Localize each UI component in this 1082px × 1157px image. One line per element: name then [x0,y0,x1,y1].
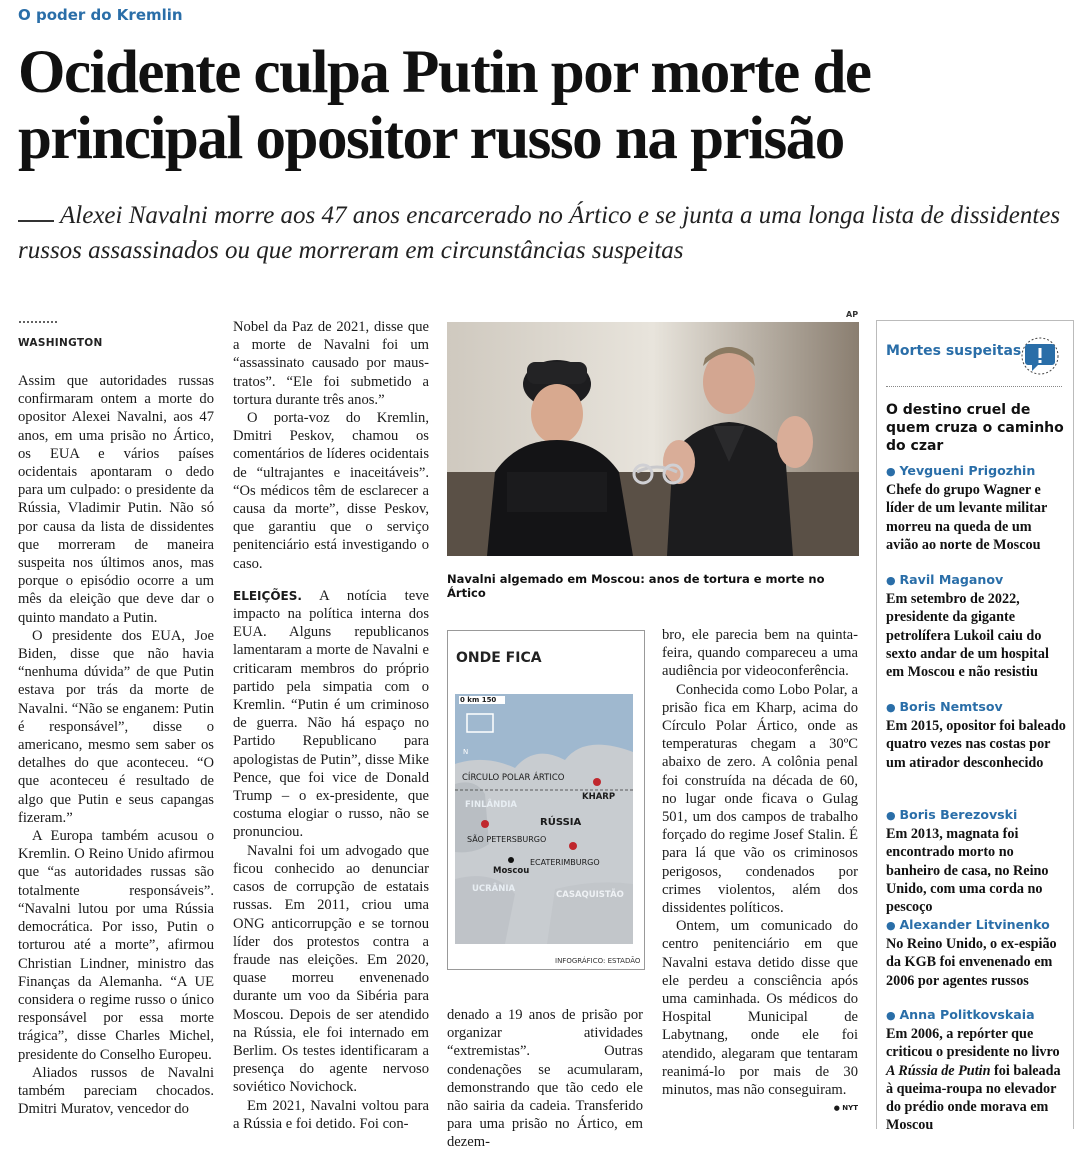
map-label: FINLÂNDIA [465,800,517,810]
paragraph: Aliados russos de Navalni também pareciam chocados. Dmitri Muratov, vencedor do [18,1064,214,1118]
entry-name: ● Boris Nemtsov [886,698,1066,717]
section-kicker: O poder do Kremlin [18,6,183,24]
entry-text: Chefe do grupo Wagner e líder de um levante militar morreu na queda de um avião ao norte de Moscou [886,482,1048,553]
map-label: CASAQUISTÃO [556,890,624,900]
map-label: KHARP [582,792,616,802]
map-label: ECATERIMBURGO [530,858,600,867]
sidebar-divider [886,386,1062,387]
entry-text: Em 2006, a repórter que criticou o presidente no livro [886,1026,1060,1061]
subhead: Alexei Navalni morre aos 47 anos encarcerado no Ártico e se junta a uma longa lista de dissidentes russos assassinados ou que morreram em circunstâncias suspeitas [18,202,1061,264]
map-title: ONDE FICA [456,650,542,666]
paragraph: Navalni foi um advogado que ficou conhecido ao denunciar casos de corrupção de estatais russas. Em 2011, criou uma ONG anticorrupção e se tornou líder dos protestos contra a fraude nas eleições. Em 2020, quase morreu envenenado durante um voo da Sibéria para Moscou. Depois de ser atendido na Rússia, ele foi internado em Berlim. Os testes identificaram a presença do agente nervoso soviético Novichock. [233,842,429,1096]
map-label: RÚSSIA [540,817,582,828]
entry-text: Em 2013, magnata foi encontrado morto no banheiro de casa, no Reino Unido, com uma corda no pescoço [886,826,1049,916]
subhead-lead: ELEIÇÕES. [233,588,302,603]
entry-name: ● Boris Berezovski [886,806,1066,825]
paragraph: O presidente dos EUA, Joe Biden, disse que não havia “nenhuma dúvida” de que Putin estava por trás da morte de Navalni. “Não se enganem: Putin é responsável”, disse o americano, mesmo sem saber os detalhes do que aconteceu. “O que aconteceu é resultado de algo que Putin e seus capangas fizeram.” [18,627,214,826]
photo-illustration [447,322,859,556]
sidebar-entry [886,698,1066,772]
paragraph: bro, ele parecia bem na quinta-feira, quando compareceu a uma audiência por videoconferência. [662,627,858,680]
paragraph: Em 2021, Navalni voltou para a Rússia e foi detido. Foi con- [233,1097,429,1132]
entry-name: ● Alexander Litvinenko [886,916,1066,935]
map-scale: 0 km 150 [460,696,497,704]
map-label: UCRÂNIA [472,884,516,894]
sidebar-entry [886,806,1066,916]
headline: Ocidente culpa Putin por morte de principal opositor russo na prisão [18,39,871,172]
paragraph: Ontem, um comunicado do centro penitenciário em que Navalni estava detido disse que ele perdeu a consciência após uma caminhada. Os médicos do Hospital Municipal de Labytnang, onde ele foi atendido, alegaram que tentaram reanimá-lo por mais de 30 minutos, mas não conseguiram. [662,918,858,1099]
dateline-dots [18,320,58,324]
map-credit: INFOGRÁFICO: ESTADÃO [555,957,641,965]
photo-caption: Navalni algemado em Moscou: anos de tortura e morte no Ártico [447,572,825,600]
paragraph: A notícia teve impacto na política interna dos EUA. Alguns republicanos lamentaram a morte de Navalni e criticaram membros do próprio partido pela simpatia com o Kremlin. “Putin é um criminoso de guerra. Não há espaço no Partido Republicano para apologistas de Putin”, disse Mike Pence, que foi vice de Donald Trump – o ex-presidente, que costuma elogiar o russo, não se pronunciou. [233,587,429,841]
paragraph: Assim que autoridades russas confirmaram ontem a morte do opositor Alexei Navalni, aos 47 anos, em uma prisão no Ártico, os EUA e vários países ocidentais apontaram o dedo para um culpado: o presidente da Rússia, Vladimir Putin. Não só por causa da lista de dissidentes que morreram de maneira suspeita nos últimos anos, mas porque o episódio ocorre a um mês da eleição que deve dar o quinto mandato a Putin. [18,373,214,626]
article-column-2 [233,318,429,1133]
map-label: SÃO PETERSBURGO [467,835,547,844]
sidebar-entry [886,1006,1066,1134]
paragraph: Nobel da Paz de 2021, disse que a morte de Navalni foi um “assassinato causado por maus-tratos”. “Ele foi submetido a tortura durante três anos.” [233,319,429,408]
sidebar-entry [886,571,1066,681]
map-label: Moscou [493,866,530,876]
paragraph: Conhecida como Lobo Polar, a prisão fica em Kharp, acima do Círculo Polar Ártico, onde as temperaturas chegam a 30ºC abaixo de zero. A colônia penal foi construída na década de 60, no lugar onde ficava o Gulag 501, um dos campos de trabalho forçado do regime Josef Stalin. É para lá que vão os criminosos perigosos, condenados por crimes violentos, além dos dissidentes políticos. [662,681,858,917]
entry-text: No Reino Unido, o ex-espião da KGB foi envenenado em 2006 por agentes russos [886,936,1057,989]
alert-icon [1016,336,1062,376]
article-column-1 [18,372,214,1118]
entry-name: ● Anna Politkovskaia [886,1006,1066,1025]
sidebar-title: Mortes suspeitas [886,343,1022,359]
entry-text: foi baleada à queima-roupa no elevador do prédio onde morava em Moscou [886,1062,1061,1134]
source-mark-label: NYT [842,1104,858,1113]
entry-name: ● Ravil Maganov [886,571,1066,590]
dateline: WASHINGTON [18,337,103,349]
source-mark: ● NYT [833,1104,858,1113]
paragraph: denado a 19 anos de prisão por organizar atividades “extremistas”. Outras condenações se acumularam, demonstrando que tão cedo ele não sairia da cadeia. Transferido para uma prisão no Ártico, em dezem- [447,1007,643,1151]
entry-text: Em 2015, opositor foi baleado quatro vezes nas costas por um atirador desconhecido [886,718,1066,771]
north-arrow: N [463,748,469,756]
sidebar-entry [886,462,1066,554]
paragraph: A Europa também acusou o Kremlin. O Reino Unido afirmou que “as autoridades russas são totalmente responsáveis”. “Navalni lutou por uma Rússia democrática. Por isso, Putin o torturou até a morte”, afirmou Christian Lindner, ministro das Finanças da Alemanha. “A UE considera o regime russo o único responsável por essa morte trágica”, disse Charles Michel, presidente do Conselho Europeu. [18,828,214,1063]
entry-text: Em setembro de 2022, presidente da gigante petrolífera Lukoil caiu do sexto andar de um hospital em Moscou e não resistiu [886,591,1049,681]
article-column-4 [662,626,858,1117]
entry-name: ● Yevgueni Prigozhin [886,462,1066,481]
sidebar-heading: O destino cruel de quem cruza o caminho do czar [886,402,1064,454]
sidebar-entry [886,916,1066,990]
article-column-3 [447,1006,643,1152]
paragraph: O porta-voz do Kremlin, Dmitri Peskov, chamou os comentários de líderes ocidentais de “ultrajantes e inaceitáveis”. “Os médicos têm de esclarecer a causa da morte”, disse Peskov, que garantiu que o serviço penitenciário está investigando o caso. [233,410,429,572]
photo-credit: AP [846,310,859,319]
news-photo [447,322,859,556]
map-label: CÍRCULO POLAR ÁRTICO [462,773,565,783]
book-title: A Rússia de Putin [886,1062,991,1079]
